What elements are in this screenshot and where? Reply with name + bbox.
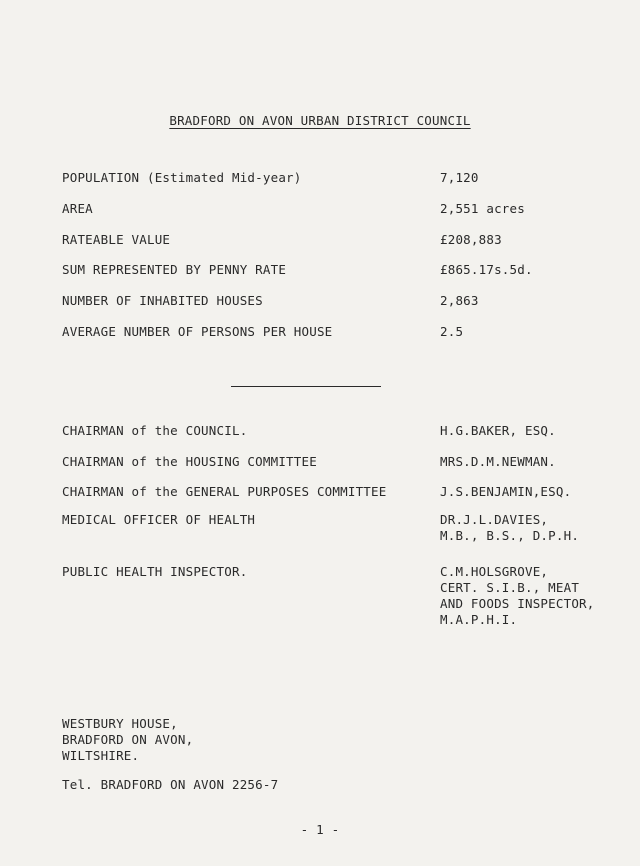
officer-name-line: M.A.P.H.I.: [440, 612, 518, 627]
officer-name: [440, 564, 595, 628]
stat-value: 2.5: [440, 324, 464, 339]
stat-row-persons-per-house: [62, 324, 582, 344]
officer-role: CHAIRMAN of the HOUSING COMMITTEE: [62, 454, 317, 469]
stat-value: £865.17s.5d.: [440, 262, 533, 277]
stat-label: SUM REPRESENTED BY PENNY RATE: [62, 262, 287, 277]
officer-name: [440, 484, 571, 500]
address-line: WILTSHIRE.: [62, 748, 140, 763]
officer-name: [440, 512, 579, 544]
stat-row-rateable-value: [62, 232, 582, 252]
officer-name-line: J.S.BENJAMIN,ESQ.: [440, 484, 572, 499]
stat-row-penny-rate: [62, 262, 582, 282]
officer-name: [440, 454, 556, 470]
stat-label: POPULATION (Estimated Mid-year): [62, 170, 302, 185]
stat-value: 7,120: [440, 170, 479, 185]
address-line: BRADFORD ON AVON,: [62, 732, 194, 747]
stat-label: AVERAGE NUMBER OF PERSONS PER HOUSE: [62, 324, 333, 339]
page-title: BRADFORD ON AVON URBAN DISTRICT COUNCIL: [169, 113, 471, 128]
section-divider: [231, 386, 381, 387]
stat-value: £208,883: [440, 232, 502, 247]
officer-role: CHAIRMAN of the COUNCIL.: [62, 423, 248, 438]
page-number: - 1 -: [300, 822, 340, 837]
council-address: [62, 716, 193, 764]
officer-name-line: M.B., B.S., D.P.H.: [440, 528, 580, 543]
stat-row-inhabited-houses: [62, 293, 582, 313]
officer-name-line: DR.J.L.DAVIES,: [440, 512, 549, 527]
stat-row-area: [62, 201, 582, 221]
stat-row-population: [62, 170, 582, 190]
officer-role: CHAIRMAN of the GENERAL PURPOSES COMMITTEE: [62, 484, 387, 499]
officer-name-line: H.G.BAKER, ESQ.: [440, 423, 556, 438]
stat-value: 2,551 acres: [440, 201, 525, 216]
officer-name-line: C.M.HOLSGROVE,: [440, 564, 549, 579]
address-line: WESTBURY HOUSE,: [62, 716, 178, 731]
officer-name-line: AND FOODS INSPECTOR,: [440, 596, 595, 611]
telephone-line: Tel. BRADFORD ON AVON 2256-7: [62, 777, 279, 792]
officer-name-line: MRS.D.M.NEWMAN.: [440, 454, 556, 469]
stat-label: AREA: [62, 201, 93, 216]
officer-role: MEDICAL OFFICER OF HEALTH: [62, 512, 256, 527]
stat-label: NUMBER OF INHABITED HOUSES: [62, 293, 263, 308]
stat-label: RATEABLE VALUE: [62, 232, 171, 247]
officer-name-line: CERT. S.I.B., MEAT: [440, 580, 580, 595]
stat-value: 2,863: [440, 293, 479, 308]
officer-name: [440, 423, 556, 439]
officer-role: PUBLIC HEALTH INSPECTOR.: [62, 564, 248, 579]
